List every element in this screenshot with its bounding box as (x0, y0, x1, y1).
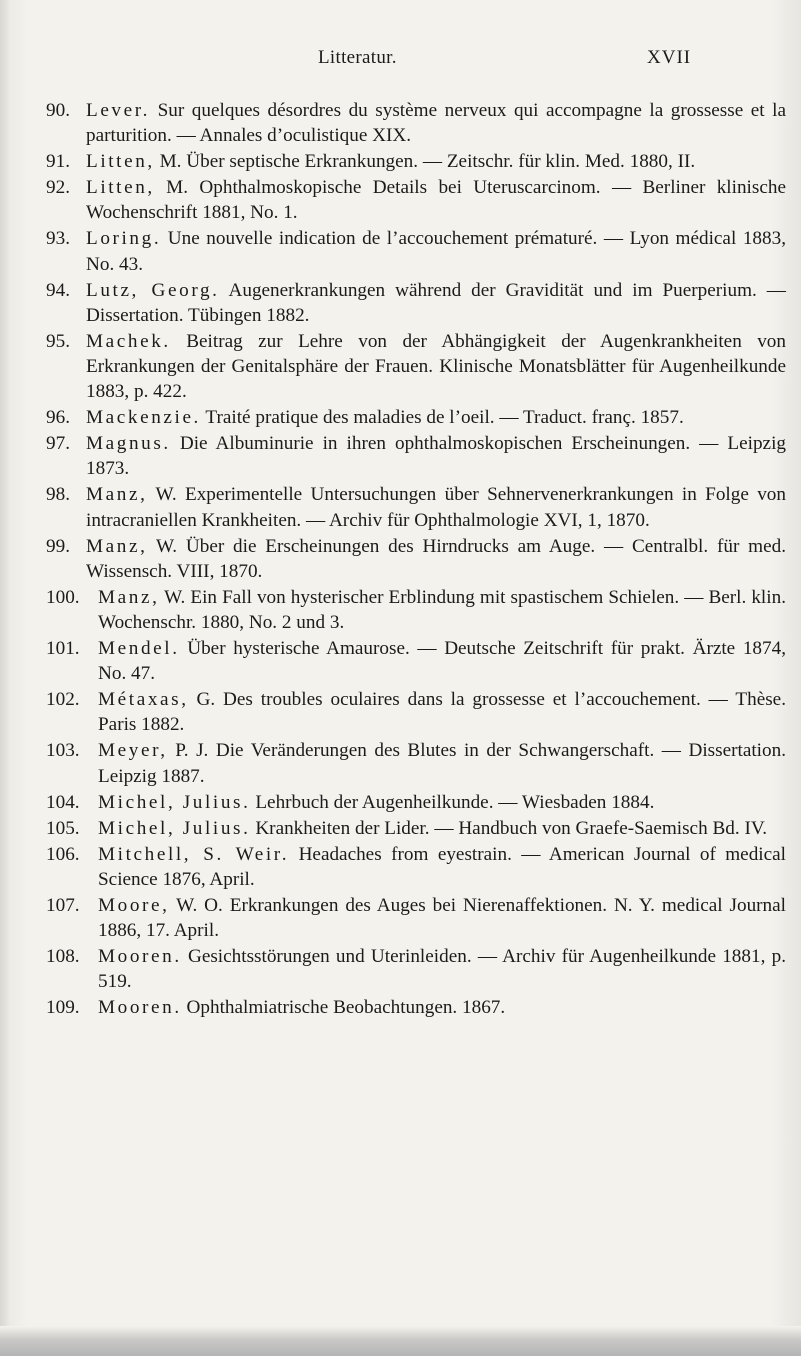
reference-author: Moore, (98, 894, 170, 916)
reference-author: Manz, (86, 535, 148, 557)
reference-text: Traité pratique des maladies de l’oeil. — Traduct. franç. 1857. (200, 407, 684, 429)
reference-author: Michel, Julius. (98, 791, 251, 813)
reference-number: 106. (46, 843, 80, 865)
reference-item (46, 278, 786, 328)
reference-number: 92. (46, 177, 70, 199)
reference-number: 108. (46, 946, 80, 968)
reference-author: Manz, (98, 586, 160, 608)
reference-number: 100. (46, 586, 80, 608)
reference-number: 93. (46, 228, 70, 250)
reference-item (46, 790, 786, 815)
reference-author: Lever. (86, 100, 151, 121)
reference-author: Mooren. (98, 946, 182, 968)
reference-text: M. Ophthalmoskopische Details bei Uteruscarcinom. — Berliner klinische Wochenschrift 1881, No. 1. (86, 177, 786, 224)
reference-author: Métaxas, (98, 689, 189, 711)
reference-item (46, 98, 786, 148)
reference-author: Lutz, Georg. (86, 279, 220, 301)
reference-text: Augenerkrankungen während der Gravidität und im Puerperium. — Dissertation. Tübingen 1882. (86, 279, 786, 326)
reference-author: Loring. (86, 228, 162, 250)
reference-number: 103. (46, 740, 80, 762)
reference-text: G. Des troubles oculaires dans la grossesse et l’accouchement. — Thèse. Paris 1882. (98, 689, 786, 736)
reference-number: 109. (46, 997, 80, 1019)
reference-author: Mackenzie. (86, 407, 201, 429)
reference-number: 101. (46, 638, 80, 660)
reference-number: 99. (46, 535, 70, 557)
reference-text: Gesichtsstörungen und Uterinleiden. — Archiv für Augenheilkunde 1881, p. 519. (98, 946, 786, 993)
page-header (0, 47, 801, 73)
reference-text: P. J. Die Veränderungen des Blutes in der Schwangerschaft. — Dissertation. Leipzig 1887. (98, 740, 786, 787)
reference-item (46, 329, 786, 405)
reference-item (46, 944, 786, 994)
reference-text: Beitrag zur Lehre von der Abhängigkeit der Augenkrankheiten von Erkrankungen der Genitalsphäre der Frauen. Klinische Monatsblätter für Augenheilkunde 1883, p. 422. (86, 330, 786, 403)
reference-item (46, 893, 786, 943)
reference-item (46, 431, 786, 481)
reference-list (46, 98, 786, 1021)
reference-author: Litten, (86, 177, 155, 199)
reference-item (46, 534, 786, 584)
reference-author: Mitchell, S. Weir. (98, 843, 290, 865)
reference-item (46, 405, 786, 430)
reference-number: 95. (46, 330, 70, 352)
reference-author: Machek. (86, 330, 171, 352)
reference-text: Lehrbuch der Augenheilkunde. — Wiesbaden 1884. (250, 791, 655, 813)
reference-item (46, 585, 786, 635)
reference-item (46, 816, 786, 841)
running-title: Litteratur. (318, 47, 397, 68)
reference-item (46, 995, 786, 1020)
reference-number: 105. (46, 817, 80, 839)
reference-text: W. Über die Erscheinungen des Hirndrucks am Auge. — Centralbl. für med. Wissensch. VIII, 1870. (86, 535, 786, 582)
reference-author: Magnus. (86, 433, 171, 455)
reference-text: M. Über septische Erkrankungen. — Zeitschr. für klin. Med. 1880, II. (154, 151, 696, 173)
reference-item (46, 149, 786, 174)
reference-item (46, 636, 786, 686)
reference-text: Krankheiten der Lider. — Handbuch von Graefe-Saemisch Bd. IV. (250, 817, 768, 839)
reference-text: Ophthalmiatrische Beobachtungen. 1867. (181, 997, 506, 1019)
reference-text: Une nouvelle indication de l’accouchement prématuré. — Lyon médical 1883, No. 43. (86, 228, 786, 275)
scan-bottom-edge (0, 1326, 801, 1356)
reference-item (46, 687, 786, 737)
reference-text: Über hysterische Amaurose. — Deutsche Zeitschrift für prakt. Ärzte 1874, No. 47. (98, 638, 786, 685)
reference-item (46, 738, 786, 788)
reference-number: 107. (46, 894, 80, 916)
reference-author: Mendel. (98, 638, 180, 660)
reference-text: Die Albuminurie in ihren ophthalmoskopischen Erscheinungen. — Leipzig 1873. (86, 433, 786, 480)
reference-item (46, 842, 786, 892)
reference-number: 104. (46, 791, 80, 813)
reference-author: Manz, (86, 484, 148, 506)
reference-item (46, 175, 786, 225)
page-number: XVII (647, 47, 692, 68)
page-gutter-shadow (0, 0, 10, 1356)
reference-number: 102. (46, 689, 80, 711)
reference-number: 96. (46, 407, 70, 429)
reference-item (46, 482, 786, 532)
reference-author: Meyer, (98, 740, 168, 762)
reference-author: Litten, (86, 151, 155, 173)
reference-text: Headaches from eyestrain. — American Journal of medical Science 1876, April. (98, 843, 786, 890)
reference-number: 91. (46, 151, 70, 173)
reference-text: W. O. Erkrankungen des Auges bei Nierenaffektionen. N. Y. medical Journal 1886, 17. April. (98, 894, 786, 942)
reference-author: Mooren. (98, 997, 182, 1019)
reference-number: 94. (46, 279, 70, 301)
reference-text: W. Ein Fall von hysterischer Erblindung mit spastischem Schielen. — Berl. klin. Wochenschr. 1880, No. 2 und 3. (98, 586, 786, 634)
reference-author: Michel, Julius. (98, 817, 251, 839)
reference-number: 98. (46, 484, 70, 506)
reference-text: W. Experimentelle Untersuchungen über Sehnervenerkrankungen in Folge von intracraniellen Krankheiten. — Archiv für Ophthalmologie XVI, 1, 1870. (86, 484, 786, 531)
reference-item (46, 226, 786, 276)
reference-text: Sur quelques désordres du système nerveux qui accompagne la grossesse et la parturition. — Annales d’oculistique XIX. (86, 100, 786, 147)
reference-number: 90. (46, 100, 70, 121)
reference-number: 97. (46, 433, 70, 455)
